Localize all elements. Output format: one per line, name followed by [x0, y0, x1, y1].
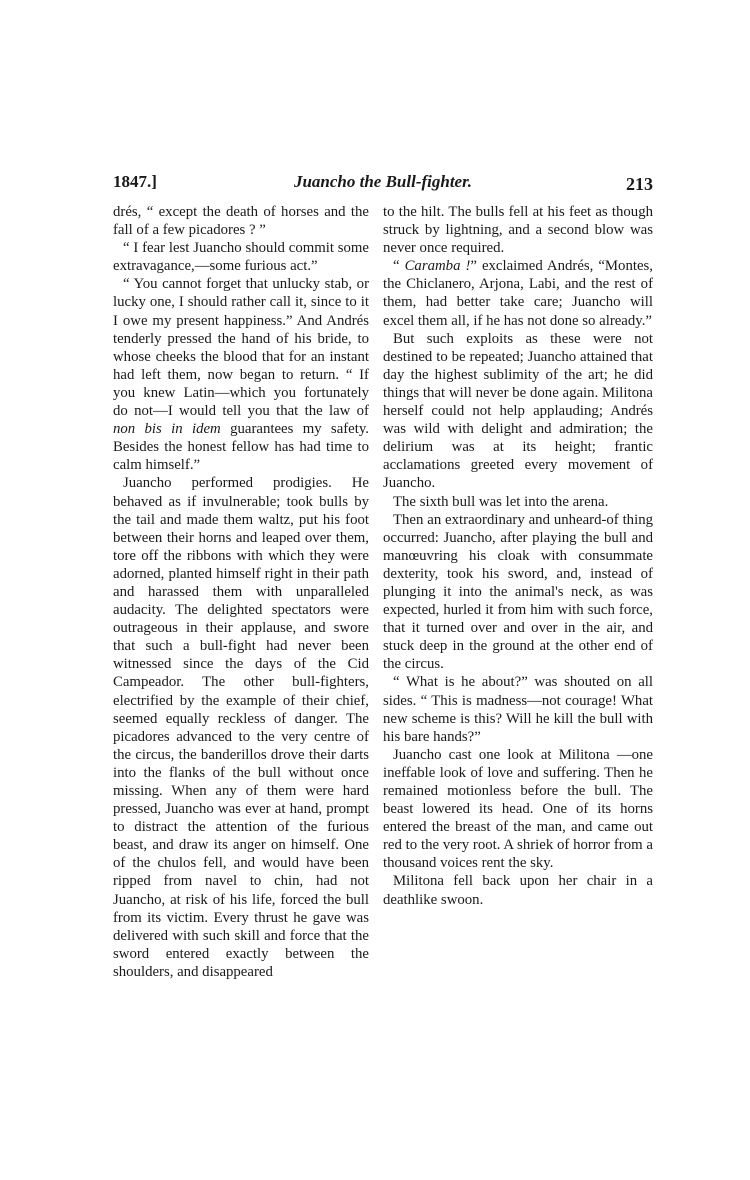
paragraph-text: “ You cannot forget that unlucky stab, or lucky one, I should rather call it, since to it I owe my present happiness.” And Andrés tenderly pressed the hand of his bride, to whose cheeks the blood that for an instant had left them, now began to return. “ If you knew Latin—which you fortunately do not—I would tell you that the law of [113, 276, 369, 420]
header-year: 1847.] [113, 172, 157, 191]
paragraph: drés, “ except the death of horses and the fall of a few picadores ? ” [113, 204, 369, 239]
right-column [383, 203, 653, 909]
paragraph: to the hilt. The bulls fell at his feet as though struck by lightning, and a second blow was never once required. [383, 204, 653, 257]
page-number: 213 [626, 174, 653, 194]
paragraph: Militona fell back upon her chair in a deathlike swoon. [383, 873, 653, 908]
paragraph: Juancho performed prodigies. He behaved as if invulnerable; took bulls by the tail and made them waltz, put his foot between their horns and leaped over them, tore off the ribbons with which they were adorned, planted himself right in their path and harassed them with unparalleled audacity. The delighted spectators were outrageous in their applause, and swore that such a bull-fight had never been witnessed since the days of the Cid Campeador. The other bull-fighters, electrified by the example of their chief, seemed equally reckless of danger. The picadores advanced to the very centre of the circus, the banderillos drove their darts into the flanks of the bull without once missing. When any of them were hard pressed, Juancho was ever at hand, prompt to distract the attention of the furious beast, and draw its anger on himself. One of the chulos fell, and would have been ripped from navel to chin, had not Juancho, at risk of his life, forced the bull from its victim. Every thrust he gave was delivered with such skill and force that the sword entered exactly between the shoulders, and disappeared [113, 475, 369, 980]
header-title: Juancho the Bull-fighter. [293, 172, 473, 191]
latin-phrase: non bis in idem [113, 421, 221, 438]
paragraph: Juancho cast one look at Militona —one ineffable look of love and suffering. Then he remained motionless before the bull. The beast lowered its head. One of its horns entered the breast of the man, and came out red to the very root. A shriek of horror from a thousand voices rent the sky. [383, 746, 653, 872]
paragraph: The sixth bull was let into the arena. [393, 493, 609, 510]
paragraph: But such exploits as these were not destined to be repeated; Juancho attained that day the highest sublimity of the art; he did things that will never be done again. Militona herself could not help applauding; Andrés was wild with delight and admiration; the delirium was at its height; frantic acclamations greeted every movement of Juancho. [383, 330, 653, 492]
paragraph [113, 275, 369, 474]
paragraph: “ I fear lest Juancho should commit some extravagance,—some furious act.” [113, 240, 369, 275]
paragraph: “ Caramba !” exclaimed Andrés, “Montes, the Chiclanero, Arjona, Labi, and the rest of them, had better take care; Juancho will excel them all, if he has not done so already.” [383, 258, 653, 329]
paragraph-text: guarantees my safety. Besides the honest fellow has had time to calm himself.” [113, 421, 370, 474]
paragraph-text: ” exclaimed Andrés, “Montes, the Chiclanero, Arjona, Labi, and the rest of them, had better take care; Juancho will excel them all, if he has not done so already.” [383, 258, 653, 329]
running-header [113, 172, 653, 198]
left-column [113, 203, 369, 981]
paragraph: Then an extraordinary and unheard-of thing occurred: Juancho, after playing the bull and manœuvring his cloak with consummate dexterity, took his sword, and, instead of plunging it into the animal's neck, as was expected, hurled it from him with such force, that it turned over and over in the air, and stuck deep in the ground at the other end of the circus. [383, 511, 653, 673]
exclamation: Caramba ! [404, 258, 471, 275]
paragraph: “ What is he about?” was shouted on all sides. “ This is madness—not courage! What new scheme is this? Will he kill the bull with his bare hands?” [383, 674, 653, 745]
